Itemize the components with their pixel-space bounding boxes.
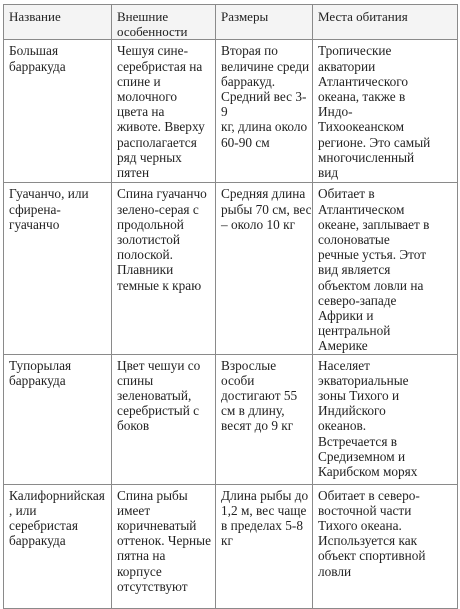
header-size: Размеры: [216, 5, 313, 40]
cell-size: Средняя длина рыбы 70 см, вес – около 10 кг: [216, 183, 313, 354]
table-row: [4, 40, 458, 183]
header-habitat: Места обитания: [313, 5, 458, 40]
table-row: [4, 354, 458, 484]
cell-appearance: Чешуя сине- серебристая на спине и молочного цвета на животе. Вверху располагается ряд черных пятен: [112, 40, 216, 183]
cell-appearance: Спина рыбы имеет коричневатый оттенок. Черные пятна на корпусе отсутствуют: [112, 484, 216, 608]
table-header-row: [4, 5, 458, 40]
cell-size: Взрослые особи достигают 55 см в длину, весят до 9 кг: [216, 354, 313, 484]
cell-size: Вторая по величине среди барракуд. Средний вес 3-9 кг, длина около 60-90 см: [216, 40, 313, 183]
cell-habitat: Населяет экваториальные зоны Тихого и Индийского океанов. Встречается в Средиземном и Карибском морях: [313, 354, 458, 484]
header-name: Название: [4, 5, 112, 40]
table-row: [4, 183, 458, 354]
cell-appearance: Цвет чешуи со спины зеленоватый, серебристый с боков: [112, 354, 216, 484]
barracuda-species-table: [3, 4, 458, 609]
cell-name: Гуачанчо, или сфирена- гуачанчо: [4, 183, 112, 354]
cell-name: Тупорылая барракуда: [4, 354, 112, 484]
cell-habitat: Обитает в северо- восточной части Тихого океана. Используется как объект спортивной ловли: [313, 484, 458, 608]
table-row: [4, 484, 458, 608]
cell-habitat: Обитает в Атлантическом океане, заплывает в солоноватые речные устья. Этот вид является объектом ловли на северо-западе Африки и центральной Америке: [313, 183, 458, 354]
cell-appearance: Спина гуачанчо зелено-серая с продольной золотистой полоской. Плавники темные к краю: [112, 183, 216, 354]
cell-name: Калифорнийская , или серебристая барракуда: [4, 484, 112, 608]
cell-habitat: Тропические акватории Атлантического океана, также в Индо- Тихоокеанском регионе. Это самый многочисленный вид: [313, 40, 458, 183]
cell-size: Длина рыбы до 1,2 м, вес чаще в пределах 5-8 кг: [216, 484, 313, 608]
cell-name: Большая барракуда: [4, 40, 112, 183]
header-appearance: Внешние особенности: [112, 5, 216, 40]
